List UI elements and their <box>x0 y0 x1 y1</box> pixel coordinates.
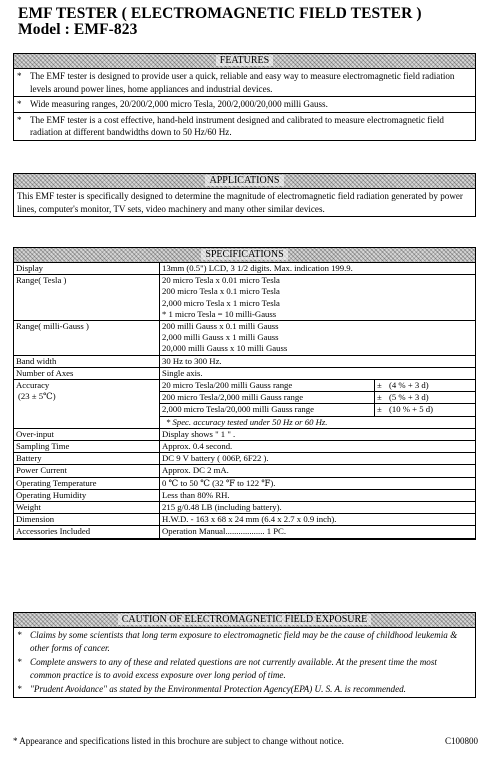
feature-item: * The EMF tester is designed to provide user a quick, reliable and easy way to measure electromagnetic field radiation levels around power lines, home appliances and industrial devices. <box>14 69 475 97</box>
spec-row <box>14 489 475 501</box>
accuracy-row: 2,000 micro Tesla/20,000 milli Gauss range ± (10 % + 5 d) <box>160 404 475 416</box>
spec-label: Operating Temperature <box>14 477 160 489</box>
title-product: EMF TESTER ( ELECTROMAGNETIC FIELD TESTER ) <box>18 5 422 22</box>
spec-row <box>14 380 475 429</box>
spec-value: Approx. 0.4 second. <box>160 441 476 453</box>
spec-label: Range( milli-Gauss ) <box>14 321 160 356</box>
spec-value: Single axis. <box>160 367 476 379</box>
accuracy-table <box>160 380 475 417</box>
accuracy-condition: (23 ± 5℃) <box>18 391 56 402</box>
caution-item: * "Prudent Avoidance" as stated by the Environmental Protection Agency(EPA) U. S. A. is recommended. <box>17 684 406 695</box>
spec-value: 30 Hz to 300 Hz. <box>160 355 476 367</box>
spec-value: 0 ℃ to 50 ℃ (32 ℉ to 122 ℉). <box>160 477 476 489</box>
applications-heading: APPLICATIONS <box>14 174 475 189</box>
applications-text: This EMF tester is specifically designed to determine the magnitude of electromagnetic field radiation generated by power lines, computer's monitor, TV sets, video machinery and many other similar devices. <box>17 191 463 214</box>
spec-value <box>160 380 476 429</box>
spec-label: Weight <box>14 502 160 514</box>
spec-value: 13mm (0.5") LCD, 3 1/2 digits. Max. indication 199.9. <box>160 263 476 275</box>
spec-label: Display <box>14 263 160 275</box>
caution-section <box>13 612 476 698</box>
spec-value: 200 milli Gauss x 0.1 milli Gauss 2,000 milli Gauss x 1 milli Gauss 20,000 milli Gauss x 10 milli Gauss <box>160 321 476 356</box>
spec-row <box>14 526 475 538</box>
spec-row <box>14 453 475 465</box>
spec-row <box>14 502 475 514</box>
spec-row <box>14 514 475 526</box>
specifications-section <box>13 247 476 540</box>
spec-label: Dimension <box>14 514 160 526</box>
document-title <box>18 6 422 38</box>
spec-value: Less than 80% RH. <box>160 489 476 501</box>
spec-label: Operating Humidity <box>14 489 160 501</box>
accuracy-note: * Spec. accuracy tested under 50 Hz or 60 Hz. <box>166 416 328 427</box>
spec-value: Display shows " 1 " . <box>160 428 476 440</box>
spec-label: Accessories Included <box>14 526 160 538</box>
features-list <box>14 69 475 140</box>
spec-label: Range( Tesla ) <box>14 275 160 321</box>
spec-row <box>14 367 475 379</box>
spec-label: Number of Axes <box>14 367 160 379</box>
applications-section <box>13 173 476 217</box>
spec-label: Battery <box>14 453 160 465</box>
feature-item: * Wide measuring ranges, 20/200/2,000 micro Tesla, 200/2,000/20,000 milli Gauss. <box>14 97 475 113</box>
accuracy-row: 20 micro Tesla/200 milli Gauss range ± (4 % + 3 d) <box>160 380 475 392</box>
caution-heading: CAUTION OF ELECTROMAGNETIC FIELD EXPOSURE <box>14 613 475 628</box>
spec-label: Band width <box>14 355 160 367</box>
spec-value: H.W.D. - 163 x 68 x 24 mm (6.4 x 2.7 x 0.9 inch). <box>160 514 476 526</box>
spec-row <box>14 263 475 275</box>
spec-label: Accuracy (23 ± 5℃) <box>14 380 160 429</box>
spec-row <box>14 465 475 477</box>
title-model: Model : EMF-823 <box>18 21 138 38</box>
spec-label: Power Current <box>14 465 160 477</box>
caution-item: * Complete answers to any of these and related questions are not currently available. At the present time the most common practice is to avoid excess exposure over long period of time. <box>17 657 437 680</box>
spec-value: 215 g/0.48 LB (including battery). <box>160 502 476 514</box>
spec-row <box>14 428 475 440</box>
spec-row <box>14 275 475 321</box>
features-heading: FEATURES <box>14 54 475 69</box>
spec-row <box>14 355 475 367</box>
features-section <box>13 53 476 141</box>
footer <box>13 736 488 747</box>
spec-value: DC 9 V battery ( 006P, 6F22 ). <box>160 453 476 465</box>
specifications-heading: SPECIFICATIONS <box>14 248 475 263</box>
spec-label: Over-input <box>14 428 160 440</box>
spec-value: 20 micro Tesla x 0.01 micro Tesla 200 micro Tesla x 0.1 micro Tesla 2,000 micro Tesla x 1 micro Tesla * 1 micro Tesla = 10 milli-Gauss <box>160 275 476 321</box>
footer-note: * Appearance and specifications listed in this brochure are subject to change without notice. <box>13 736 344 746</box>
document-code: C100800 <box>444 736 478 746</box>
spec-row <box>14 441 475 453</box>
spec-row <box>14 477 475 489</box>
spec-value: Operation Manual.................. 1 PC. <box>160 526 476 538</box>
caution-list <box>14 628 475 697</box>
specifications-table <box>14 263 475 539</box>
spec-row <box>14 321 475 356</box>
spec-value: Approx. DC 2 mA. <box>160 465 476 477</box>
accuracy-row: 200 micro Tesla/2,000 milli Gauss range ± (5 % + 3 d) <box>160 392 475 404</box>
spec-label: Sampling Time <box>14 441 160 453</box>
feature-item: * The EMF tester is a cost effective, hand-held instrument designed and calibrated to measure electromagnetic field radiation at different bandwidths down to 50 Hz/60 Hz. <box>17 114 444 138</box>
caution-item: * Claims by some scientists that long term exposure to electromagnetic field may be the cause of childhood leukemia & other forms of cancer. <box>17 630 458 653</box>
